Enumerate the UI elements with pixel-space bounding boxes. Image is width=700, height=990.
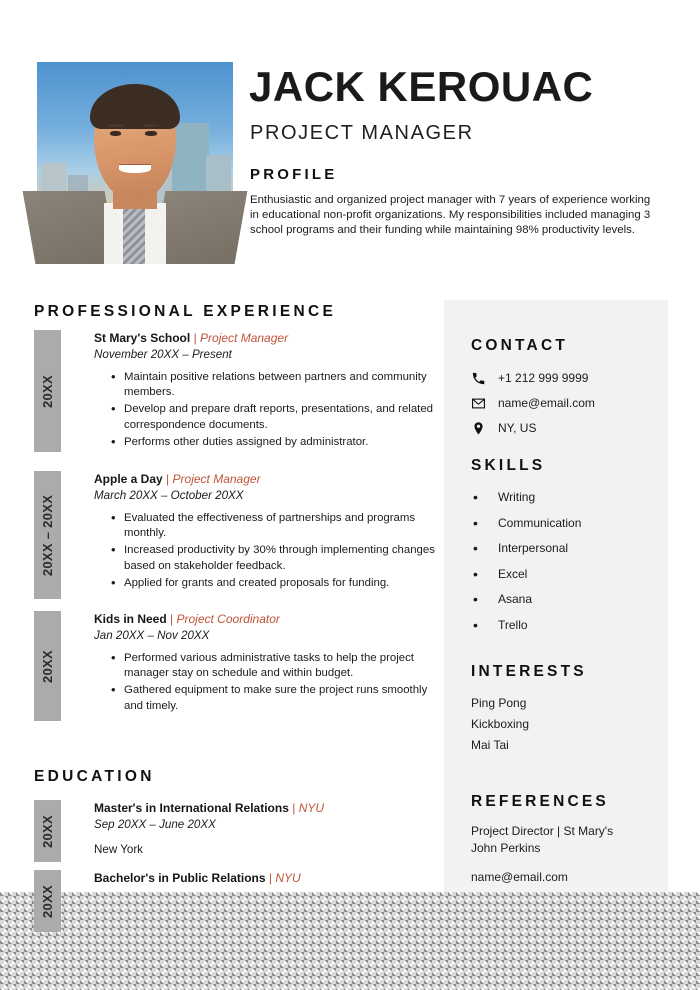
photo-eyebrow bbox=[108, 124, 124, 127]
experience-organization-line bbox=[94, 471, 444, 487]
photo-tie bbox=[123, 207, 145, 264]
experience-section-heading: PROFESSIONAL EXPERIENCE bbox=[34, 303, 337, 320]
experience-dates: November 20XX – Present bbox=[94, 348, 232, 361]
reference-email: name@email.com bbox=[471, 870, 568, 884]
experience-date-label: 20XX bbox=[40, 374, 56, 408]
education-date-badge bbox=[34, 800, 61, 862]
contact-phone-value: +1 212 999 9999 bbox=[498, 371, 589, 385]
contact-heading: CONTACT bbox=[471, 337, 569, 354]
experience-role: Project Manager bbox=[200, 331, 289, 345]
profile-photo bbox=[37, 62, 233, 264]
profile-heading: PROFILE bbox=[250, 166, 338, 183]
experience-organization-line bbox=[94, 611, 444, 627]
experience-bullet: • Increased productivity by 30% through implementing changes based on stakeholder feedback. bbox=[111, 543, 444, 573]
references-list bbox=[471, 823, 651, 886]
interests-list bbox=[471, 693, 529, 756]
interest-item: Ping Pong bbox=[471, 696, 527, 710]
contact-phone-row bbox=[471, 367, 595, 389]
experience-organization: Kids in Need bbox=[94, 612, 167, 626]
location-pin-icon bbox=[471, 421, 491, 436]
interests-heading: INTERESTS bbox=[471, 663, 587, 680]
experience-dates: Jan 20XX – Nov 20XX bbox=[94, 629, 210, 642]
envelope-icon bbox=[471, 396, 491, 411]
education-location: New York bbox=[94, 843, 143, 856]
contact-location-row bbox=[471, 417, 595, 439]
education-school: NYU bbox=[298, 801, 325, 815]
education-entry-body bbox=[94, 800, 444, 856]
education-dates: Sep 20XX – June 20XX bbox=[94, 818, 216, 831]
experience-organization: Apple a Day bbox=[94, 472, 163, 486]
experience-role: Project Manager bbox=[172, 472, 261, 486]
education-date-label: 20XX bbox=[40, 814, 56, 848]
photo-eyebrow bbox=[143, 124, 159, 127]
experience-bullet-list bbox=[94, 511, 444, 591]
experience-organization-line bbox=[94, 330, 444, 346]
education-degree: Master's in International Relations bbox=[94, 801, 289, 815]
skills-list bbox=[471, 485, 581, 638]
separator: | bbox=[170, 612, 174, 626]
education-date-label: 20XX bbox=[40, 884, 56, 918]
experience-bullet: • Applied for grants and created proposals for funding. bbox=[111, 576, 444, 591]
experience-bullet: • Maintain positive relations between partners and community members. bbox=[111, 370, 444, 400]
experience-organization: St Mary's School bbox=[94, 331, 191, 345]
skill-item: • Asana bbox=[471, 587, 581, 613]
skill-item: • Trello bbox=[471, 613, 581, 639]
candidate-name: JACK KEROUAC bbox=[249, 63, 594, 110]
education-date-badge bbox=[34, 870, 61, 932]
contact-list bbox=[471, 367, 595, 442]
skill-item: • Communication bbox=[471, 511, 581, 537]
education-entry-body bbox=[94, 870, 444, 886]
experience-role: Project Coordinator bbox=[176, 612, 280, 626]
experience-bullet: • Evaluated the effectiveness of partnerships and programs monthly. bbox=[111, 511, 444, 541]
education-section-heading: EDUCATION bbox=[34, 768, 155, 785]
candidate-job-title: PROJECT MANAGER bbox=[250, 122, 474, 144]
separator: | bbox=[292, 801, 296, 815]
skill-item: • Interpersonal bbox=[471, 536, 581, 562]
reference-title: Project Director | St Mary's bbox=[471, 824, 614, 838]
experience-date-badge bbox=[34, 471, 61, 599]
photo-eye bbox=[110, 131, 122, 136]
experience-bullet: • Gathered equipment to make sure the project runs smoothly and timely. bbox=[111, 683, 444, 713]
separator: | bbox=[193, 331, 197, 345]
experience-date-badge bbox=[34, 330, 61, 452]
phone-icon bbox=[471, 371, 491, 386]
experience-entry-body bbox=[94, 611, 444, 716]
contact-email-value: name@email.com bbox=[498, 396, 595, 410]
interest-item: Mai Tai bbox=[471, 738, 509, 752]
experience-date-label: 20XX – 20XX bbox=[40, 494, 56, 576]
contact-email-row bbox=[471, 392, 595, 414]
experience-date-label: 20XX bbox=[40, 649, 56, 683]
interest-item: Kickboxing bbox=[471, 717, 530, 731]
education-degree-line bbox=[94, 870, 444, 886]
spacer bbox=[471, 857, 651, 869]
skill-item: • Excel bbox=[471, 562, 581, 588]
skills-heading: SKILLS bbox=[471, 457, 546, 474]
photo-suit-right bbox=[152, 191, 247, 264]
experience-bullet-list bbox=[94, 370, 444, 450]
photo-smile bbox=[119, 165, 150, 173]
experience-date-badge bbox=[34, 611, 61, 721]
experience-bullet: • Performed various administrative tasks to help the project manager stay on schedule and within budget. bbox=[111, 651, 444, 681]
experience-entry-body bbox=[94, 471, 444, 593]
profile-text: Enthusiastic and organized project manager with 7 years of experience working in educational non-profit organizations. My responsibilities included managing 3 school programs and their funding while maintaining 98% productivity levels. bbox=[250, 194, 651, 237]
photo-eye bbox=[145, 131, 157, 136]
education-school: NYU bbox=[275, 871, 301, 885]
sidebar-panel bbox=[444, 300, 668, 892]
contact-location-value: NY, US bbox=[498, 421, 537, 435]
experience-dates: March 20XX – October 20XX bbox=[94, 489, 244, 502]
references-heading: REFERENCES bbox=[471, 793, 609, 810]
experience-bullet-list bbox=[94, 651, 444, 714]
experience-bullet: • Develop and prepare draft reports, presentations, and related correspondence documents. bbox=[111, 402, 444, 432]
experience-entry-body bbox=[94, 330, 444, 452]
skill-item: • Writing bbox=[471, 485, 581, 511]
separator: | bbox=[268, 871, 273, 885]
resume-header bbox=[0, 0, 700, 285]
separator: | bbox=[166, 472, 170, 486]
education-degree: Bachelor's in Public Relations bbox=[94, 871, 266, 885]
reference-name: John Perkins bbox=[471, 841, 541, 855]
education-degree-line bbox=[94, 800, 444, 816]
experience-bullet: • Performs other duties assigned by administrator. bbox=[111, 435, 444, 450]
